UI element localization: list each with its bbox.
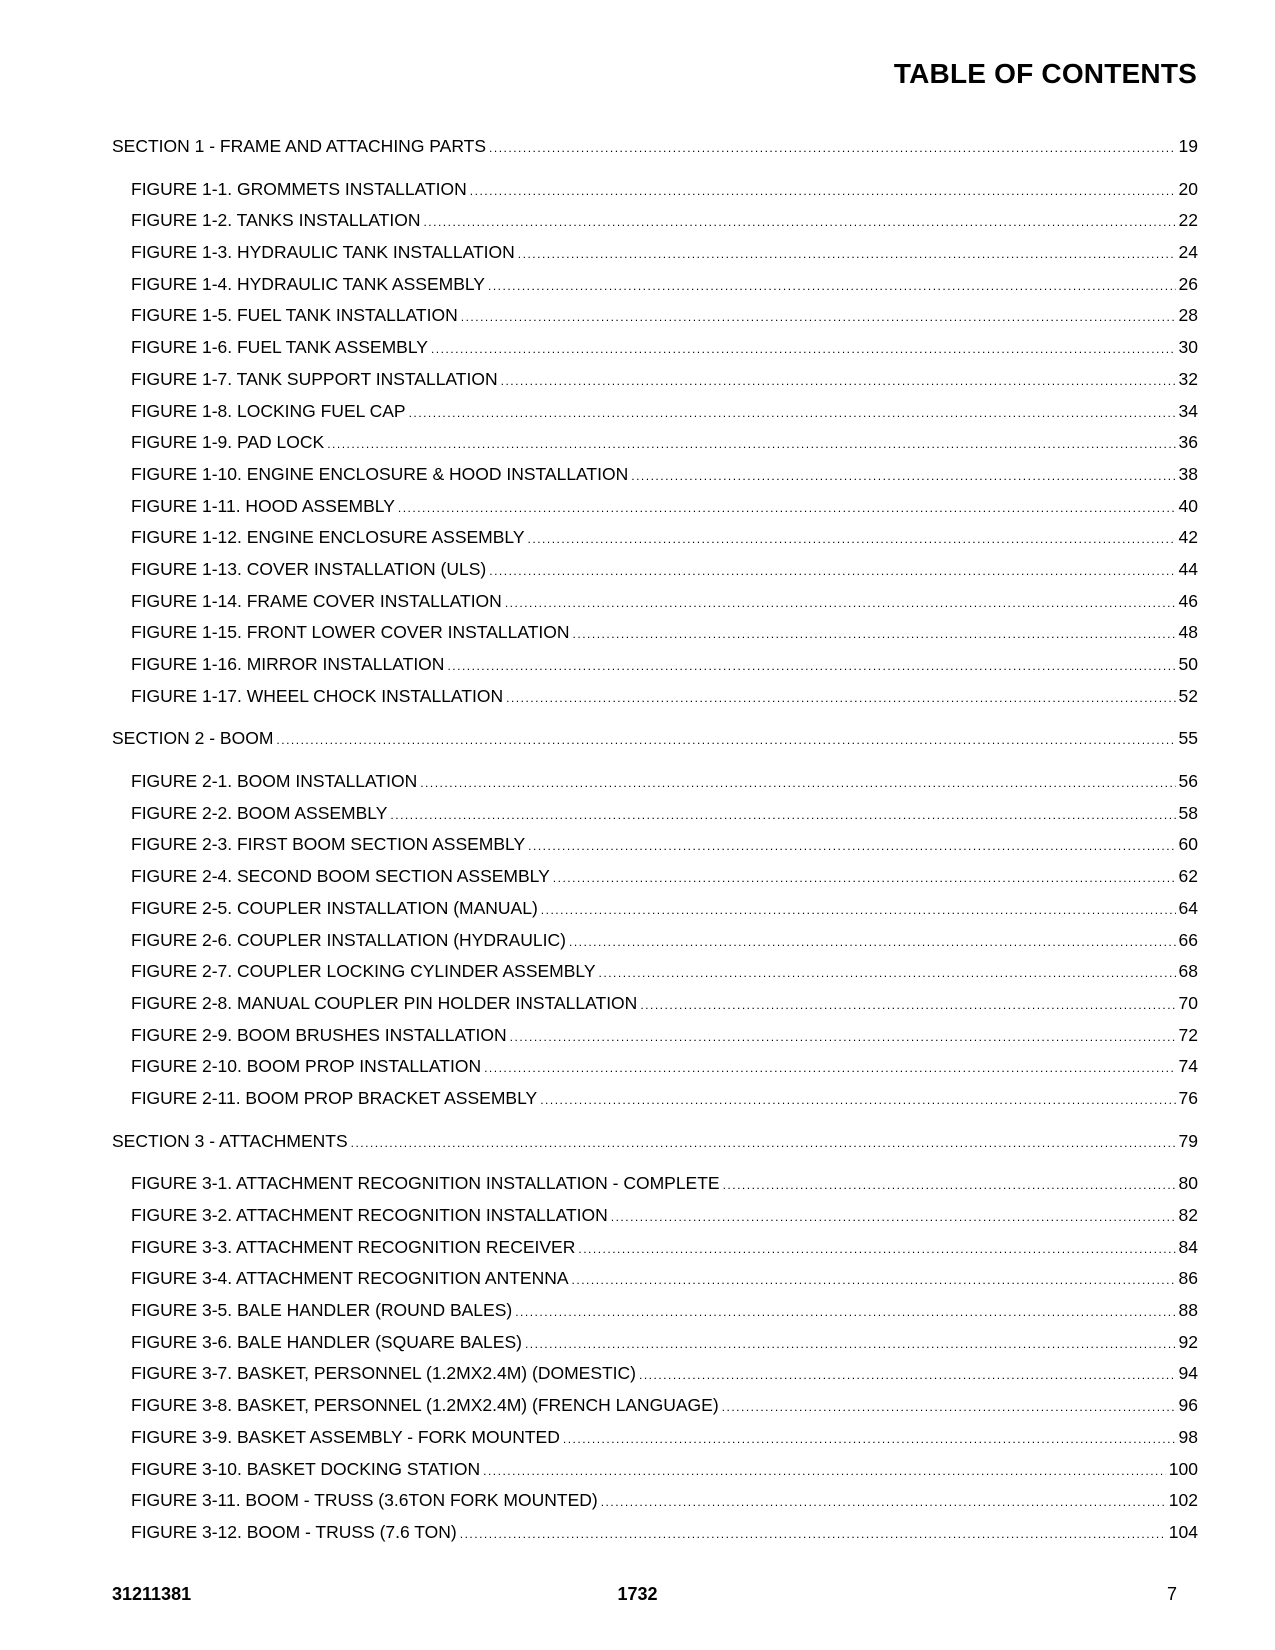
toc-entry-page: 62 — [1178, 866, 1198, 887]
dot-leader — [723, 1170, 1176, 1202]
toc-entry-page: 74 — [1178, 1056, 1198, 1077]
toc-entry-label: FIGURE 2-1. BOOM INSTALLATION — [131, 771, 418, 792]
toc-figure-entry[interactable] — [112, 766, 1198, 798]
toc-figure-entry[interactable] — [112, 1422, 1198, 1454]
toc-figure-entry[interactable] — [112, 925, 1198, 957]
toc-entry-label: FIGURE 3-4. ATTACHMENT RECOGNITION ANTENNA — [131, 1268, 569, 1289]
toc-figure-entry[interactable] — [112, 427, 1198, 459]
toc-entry-page: 70 — [1178, 992, 1198, 1013]
dot-leader — [541, 895, 1176, 927]
toc-entry-page: 22 — [1178, 210, 1198, 231]
toc-entry-page: 76 — [1178, 1087, 1198, 1108]
toc-entry-label: FIGURE 2-11. BOOM PROP BRACKET ASSEMBLY — [131, 1087, 538, 1108]
dot-leader — [518, 239, 1176, 271]
toc-entry-label: FIGURE 3-9. BASKET ASSEMBLY - FORK MOUNTED — [131, 1426, 560, 1447]
toc-section-entry[interactable] — [112, 131, 1198, 163]
toc-section-entry[interactable] — [112, 1126, 1198, 1158]
toc-entry-page: 46 — [1178, 590, 1198, 611]
dot-leader — [639, 1360, 1176, 1392]
toc-figure-entry[interactable] — [112, 205, 1198, 237]
toc-entry-label: FIGURE 1-16. MIRROR INSTALLATION — [131, 654, 445, 674]
toc-list — [112, 131, 1198, 1549]
toc-entry-label: SECTION 3 - ATTACHMENTS — [112, 1130, 348, 1151]
toc-entry-page: 36 — [1178, 432, 1198, 453]
dot-leader — [431, 334, 1176, 366]
toc-figure-entry[interactable] — [112, 1232, 1198, 1264]
dot-leader — [398, 493, 1176, 525]
toc-figure-entry[interactable] — [112, 681, 1198, 713]
dot-leader — [420, 768, 1175, 800]
toc-figure-entry[interactable] — [112, 1454, 1198, 1486]
footer-model: 1732 — [617, 1584, 658, 1604]
dot-leader — [276, 725, 1175, 757]
dot-leader — [631, 461, 1175, 493]
toc-entry-label: FIGURE 2-3. FIRST BOOM SECTION ASSEMBLY — [131, 834, 526, 855]
dot-leader — [515, 1297, 1175, 1329]
toc-entry-page: 34 — [1178, 400, 1198, 421]
toc-figure-entry[interactable] — [112, 1200, 1198, 1232]
dot-leader — [470, 176, 1176, 208]
dot-leader — [351, 1128, 1176, 1160]
dot-leader — [569, 927, 1176, 959]
dot-leader — [409, 398, 1176, 430]
toc-figure-entry[interactable] — [112, 893, 1198, 925]
dot-leader — [640, 990, 1175, 1022]
dot-leader — [573, 619, 1176, 651]
toc-entry-page: 28 — [1178, 305, 1198, 326]
toc-entry-label: SECTION 1 - FRAME AND ATTACHING PARTS — [112, 136, 487, 156]
footer-doc-number: 31211381 — [112, 1584, 192, 1604]
dot-leader — [488, 271, 1176, 303]
toc-entry-page: 82 — [1178, 1205, 1198, 1225]
footer-page-number: 7 — [1166, 1584, 1177, 1604]
toc-figure-entry[interactable] — [112, 1295, 1198, 1327]
toc-entry-page: 84 — [1178, 1236, 1198, 1257]
toc-entry-label: FIGURE 2-9. BOOM BRUSHES INSTALLATION — [131, 1024, 507, 1045]
toc-entry-page: 38 — [1178, 463, 1198, 484]
dot-leader — [578, 1234, 1175, 1266]
toc-entry-page: 104 — [1168, 1521, 1198, 1542]
toc-entry-label: FIGURE 1-9. PAD LOCK — [131, 432, 325, 453]
toc-entry-label: FIGURE 1-2. TANKS INSTALLATION — [131, 210, 421, 231]
toc-figure-entry[interactable] — [112, 988, 1198, 1020]
toc-entry-label: FIGURE 1-7. TANK SUPPORT INSTALLATION — [131, 368, 498, 389]
toc-entry-page: 88 — [1178, 1300, 1198, 1321]
toc-figure-entry[interactable] — [112, 269, 1198, 301]
dot-leader — [525, 1329, 1176, 1361]
toc-figure-entry[interactable] — [112, 491, 1198, 523]
dot-leader — [510, 1022, 1176, 1054]
toc-figure-entry[interactable] — [112, 332, 1198, 364]
toc-entry-page: 68 — [1178, 961, 1198, 982]
toc-entry-page: 55 — [1178, 728, 1198, 749]
toc-entry-label: FIGURE 3-5. BALE HANDLER (ROUND BALES) — [131, 1300, 513, 1321]
toc-entry-page: 100 — [1168, 1458, 1198, 1479]
page-title: TABLE OF CONTENTS — [893, 58, 1197, 89]
toc-figure-entry[interactable] — [112, 300, 1198, 332]
toc-entry-label: FIGURE 3-1. ATTACHMENT RECOGNITION INSTALLATION - COMPLETE — [131, 1173, 720, 1194]
toc-entry-label: FIGURE 2-4. SECOND BOOM SECTION ASSEMBLY — [131, 866, 550, 887]
toc-figure-entry[interactable] — [112, 829, 1198, 861]
dot-leader — [484, 1053, 1175, 1085]
toc-entry-page: 80 — [1178, 1173, 1198, 1194]
toc-entry-page: 66 — [1178, 929, 1198, 950]
toc-entry-page: 98 — [1178, 1426, 1198, 1447]
toc-figure-entry[interactable] — [112, 522, 1198, 554]
toc-figure-entry[interactable] — [112, 861, 1198, 893]
toc-entry-label: FIGURE 3-10. BASKET DOCKING STATION — [131, 1458, 481, 1479]
toc-entry-label: FIGURE 3-7. BASKET, PERSONNEL (1.2MX2.4M) (DOMESTIC) — [131, 1363, 637, 1384]
toc-figure-entry[interactable] — [112, 1020, 1198, 1052]
toc-entry-page: 64 — [1178, 897, 1198, 918]
toc-entry-page: 52 — [1178, 685, 1198, 706]
toc-figure-entry[interactable] — [112, 586, 1198, 618]
toc-entry-page: 50 — [1178, 654, 1198, 674]
dot-leader — [563, 1424, 1176, 1456]
toc-entry-page: 26 — [1178, 273, 1198, 294]
toc-entry-page: 44 — [1178, 558, 1198, 579]
toc-entry-page: 40 — [1178, 495, 1198, 516]
toc-entry-label: FIGURE 1-13. COVER INSTALLATION (ULS) — [131, 558, 487, 579]
toc-figure-entry[interactable] — [112, 649, 1198, 681]
toc-figure-entry[interactable] — [112, 554, 1198, 586]
dot-leader — [540, 1085, 1175, 1117]
toc-entry-label: FIGURE 3-11. BOOM - TRUSS (3.6TON FORK MOUNTED) — [131, 1490, 598, 1511]
toc-figure-entry[interactable] — [112, 1263, 1198, 1295]
toc-entry-label: FIGURE 1-14. FRAME COVER INSTALLATION — [131, 590, 502, 611]
toc-entry-page: 92 — [1178, 1331, 1198, 1352]
toc-entry-label: FIGURE 2-5. COUPLER INSTALLATION (MANUAL) — [131, 897, 538, 918]
dot-leader — [505, 588, 1176, 620]
toc-entry-label: FIGURE 2-10. BOOM PROP INSTALLATION — [131, 1056, 482, 1077]
dot-leader — [460, 1519, 1166, 1551]
toc-entry-label: FIGURE 2-6. COUPLER INSTALLATION (HYDRAULIC) — [131, 929, 566, 950]
toc-figure-entry[interactable] — [112, 956, 1198, 988]
toc-entry-label: FIGURE 3-2. ATTACHMENT RECOGNITION INSTALLATION — [131, 1205, 608, 1225]
toc-entry-page: 72 — [1178, 1024, 1198, 1045]
toc-figure-entry[interactable] — [112, 1327, 1198, 1359]
dot-leader — [461, 302, 1176, 334]
toc-entry-label: FIGURE 1-8. LOCKING FUEL CAP — [131, 400, 406, 421]
toc-entry-label: FIGURE 1-6. FUEL TANK ASSEMBLY — [131, 337, 428, 358]
toc-figure-entry[interactable] — [112, 237, 1198, 269]
toc-entry-label: FIGURE 3-8. BASKET, PERSONNEL (1.2MX2.4M) (FRENCH LANGUAGE) — [131, 1395, 719, 1416]
toc-entry-page: 60 — [1178, 834, 1198, 855]
dot-leader — [447, 651, 1175, 683]
toc-figure-entry[interactable] — [112, 798, 1198, 830]
toc-figure-entry[interactable] — [112, 364, 1198, 396]
toc-entry-label: FIGURE 1-1. GROMMETS INSTALLATION — [131, 178, 467, 199]
toc-entry-page: 42 — [1178, 527, 1198, 548]
toc-entry-label: FIGURE 3-3. ATTACHMENT RECOGNITION RECEIVER — [131, 1236, 576, 1257]
toc-figure-entry[interactable] — [112, 459, 1198, 491]
toc-figure-entry[interactable] — [112, 396, 1198, 428]
toc-entry-page: 30 — [1178, 337, 1198, 358]
dot-leader — [489, 133, 1176, 165]
dot-leader — [483, 1456, 1166, 1488]
toc-figure-entry[interactable] — [112, 1390, 1198, 1422]
toc-entry-label: FIGURE 1-12. ENGINE ENCLOSURE ASSEMBLY — [131, 527, 525, 548]
toc-figure-entry[interactable] — [112, 1485, 1198, 1517]
toc-figure-entry[interactable] — [112, 1051, 1198, 1083]
dot-leader — [553, 863, 1176, 895]
toc-entry-label: FIGURE 1-3. HYDRAULIC TANK INSTALLATION — [131, 242, 515, 263]
toc-entry-label: FIGURE 1-17. WHEEL CHOCK INSTALLATION — [131, 685, 504, 706]
dot-leader — [506, 683, 1175, 715]
toc-entry-page: 94 — [1178, 1363, 1198, 1384]
toc-figure-entry[interactable] — [112, 617, 1198, 649]
toc-entry-label: FIGURE 3-12. BOOM - TRUSS (7.6 TON) — [131, 1521, 457, 1542]
toc-entry-page: 32 — [1178, 368, 1198, 389]
toc-entry-page: 24 — [1178, 242, 1198, 263]
dot-leader — [572, 1265, 1176, 1297]
toc-entry-page: 20 — [1178, 178, 1198, 199]
toc-entry-label: FIGURE 2-2. BOOM ASSEMBLY — [131, 802, 388, 823]
toc-entry-page: 96 — [1178, 1395, 1198, 1416]
toc-entry-page: 19 — [1178, 136, 1198, 156]
dot-leader — [501, 366, 1176, 398]
toc-section-entry[interactable] — [112, 723, 1198, 755]
dot-leader — [601, 1487, 1166, 1519]
toc-entry-page: 86 — [1178, 1268, 1198, 1289]
dot-leader — [489, 556, 1175, 588]
toc-entry-label: FIGURE 1-5. FUEL TANK INSTALLATION — [131, 305, 458, 326]
toc-entry-page: 79 — [1178, 1130, 1198, 1151]
toc-entry-page: 56 — [1178, 771, 1198, 792]
toc-entry-page: 58 — [1178, 802, 1198, 823]
toc-entry-page: 102 — [1168, 1490, 1198, 1511]
toc-entry-page: 48 — [1178, 622, 1198, 643]
toc-figure-entry[interactable] — [112, 1083, 1198, 1115]
dot-leader — [611, 1202, 1176, 1234]
toc-entry-label: FIGURE 1-11. HOOD ASSEMBLY — [131, 495, 395, 516]
toc-entry-label: FIGURE 1-15. FRONT LOWER COVER INSTALLATION — [131, 622, 570, 643]
toc-entry-label: SECTION 2 - BOOM — [112, 728, 274, 749]
toc-entry-label: FIGURE 3-6. BALE HANDLER (SQUARE BALES) — [131, 1331, 522, 1352]
toc-entry-label: FIGURE 1-4. HYDRAULIC TANK ASSEMBLY — [131, 273, 485, 294]
toc-figure-entry[interactable] — [112, 1358, 1198, 1390]
toc-figure-entry[interactable] — [112, 1168, 1198, 1200]
dot-leader — [423, 207, 1175, 239]
toc-figure-entry[interactable] — [112, 174, 1198, 206]
dot-leader — [722, 1392, 1176, 1424]
toc-entry-label: FIGURE 1-10. ENGINE ENCLOSURE & HOOD INSTALLATION — [131, 463, 629, 484]
toc-entry-label: FIGURE 2-8. MANUAL COUPLER PIN HOLDER INSTALLATION — [131, 992, 638, 1013]
dot-leader — [528, 831, 1175, 863]
dot-leader — [528, 524, 1176, 556]
dot-leader — [327, 429, 1175, 461]
dot-leader — [599, 958, 1176, 990]
toc-entry-label: FIGURE 2-7. COUPLER LOCKING CYLINDER ASSEMBLY — [131, 961, 596, 982]
dot-leader — [390, 800, 1175, 832]
toc-figure-entry[interactable] — [112, 1517, 1198, 1549]
